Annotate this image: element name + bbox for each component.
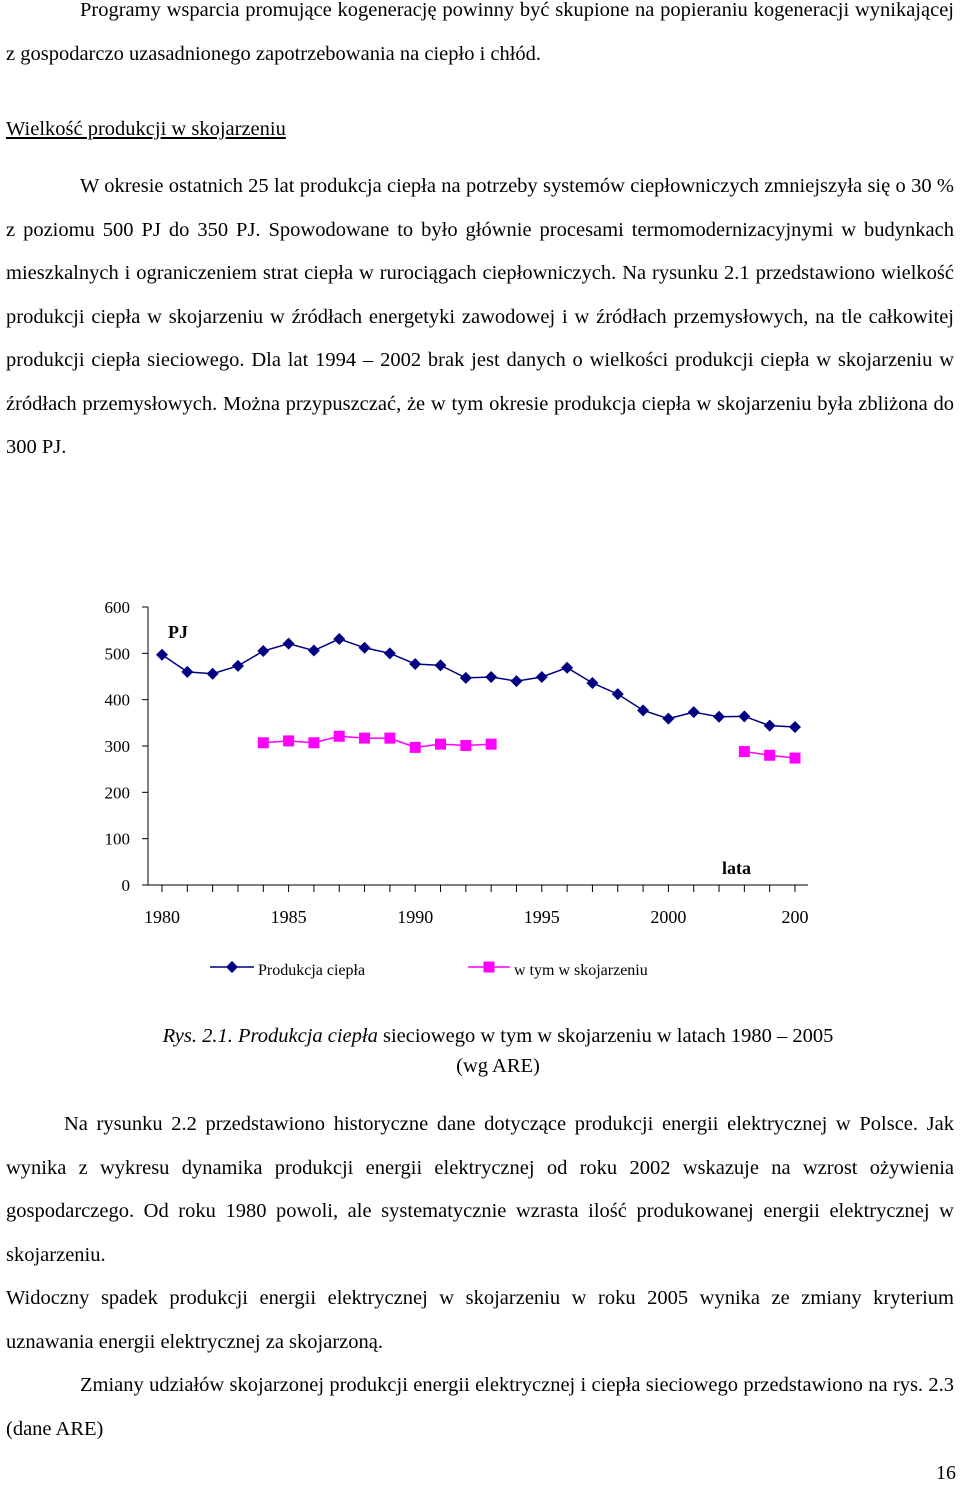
data-point-total xyxy=(181,666,193,678)
data-point-cogeneration xyxy=(258,737,269,748)
data-point-cogeneration xyxy=(334,731,345,742)
shares-paragraph: Zmiany udziałów skojarzonej produkcji energii elektrycznej i ciepła sieciowego przedstawiono na rys. 2.3 (dane ARE) xyxy=(6,1374,954,1440)
data-point-total xyxy=(435,659,447,671)
data-point-total xyxy=(156,649,168,661)
data-point-total xyxy=(612,688,624,700)
data-point-total xyxy=(764,720,776,732)
data-point-cogeneration xyxy=(739,746,750,757)
x-tick-label: 1980 xyxy=(144,907,180,927)
y-tick-label: 500 xyxy=(104,644,130,664)
x-tick-label: 200 xyxy=(781,907,809,927)
data-point-cogeneration xyxy=(486,739,497,750)
data-point-cogeneration xyxy=(410,742,421,753)
data-point-cogeneration xyxy=(384,733,395,744)
electricity-paragraph: Na rysunku 2.2 przedstawiono historyczne dane dotyczące produkcji energii elektrycznej w Polsce. Jak wynika z wykresu dynamika produkcji energii elektrycznej od roku 2002 wskazuje na wzrost ożywienia gospodarczego. Od roku 1980 powoli, ale systematycznie wzrasta ilość produkowanej energii elektrycznej w skojarzeniu. xyxy=(6,1113,954,1266)
data-point-cogeneration xyxy=(308,737,319,748)
data-point-total xyxy=(738,710,750,722)
data-point-total xyxy=(536,671,548,683)
data-point-total xyxy=(713,711,725,723)
data-point-total xyxy=(359,642,371,654)
x-tick-label: 1985 xyxy=(270,907,307,927)
data-point-total xyxy=(586,677,598,689)
y-axis-title: PJ xyxy=(168,622,188,642)
y-tick-label: 100 xyxy=(104,829,130,849)
x-tick-label: 1995 xyxy=(523,907,560,927)
data-point-cogeneration xyxy=(460,740,471,751)
data-point-cogeneration xyxy=(764,750,775,761)
y-tick-label: 200 xyxy=(104,783,130,803)
x-tick-label: 1990 xyxy=(397,907,434,927)
x-axis-title: lata xyxy=(722,858,751,878)
x-tick-label: 2000 xyxy=(650,907,687,927)
legend-marker-total xyxy=(226,961,238,973)
legend-marker-cogeneration xyxy=(484,962,495,973)
data-point-total xyxy=(232,660,244,672)
data-point-total xyxy=(688,706,700,718)
y-tick-label: 400 xyxy=(104,690,130,710)
y-tick-label: 0 xyxy=(121,876,130,895)
data-point-total xyxy=(283,638,295,650)
data-point-total xyxy=(789,721,801,733)
data-point-cogeneration xyxy=(435,739,446,750)
data-point-total xyxy=(662,713,674,725)
caption-italic: Rys. 2.1. Produkcja ciepła xyxy=(162,1025,378,1047)
data-point-total xyxy=(257,645,269,657)
y-tick-label: 600 xyxy=(104,598,130,617)
intro-paragraph: Programy wsparcia promujące kogenerację powinny być skupione na popieraniu kogeneracji wynikającej z gospodarczo uzasadnionego zapotrzebowania na ciepło i chłód. xyxy=(6,0,954,65)
data-point-total xyxy=(207,668,219,680)
chart-svg xyxy=(0,585,960,995)
data-point-total xyxy=(485,671,497,683)
series-line-total xyxy=(162,639,795,727)
y-tick-label: 300 xyxy=(104,737,130,756)
caption-source: (wg ARE) xyxy=(456,1055,540,1077)
data-point-total xyxy=(308,645,320,657)
legend-label-cogeneration: w tym w skojarzeniu xyxy=(514,962,648,979)
heat-production-chart xyxy=(0,585,960,995)
data-point-total xyxy=(561,662,573,674)
caption-rest: sieciowego w tym w skojarzeniu w latach 1980 – 2005 xyxy=(377,1025,834,1047)
heat-production-paragraph: W okresie ostatnich 25 lat produkcja ciepła na potrzeby systemów ciepłowniczych zmniejszyła się o 30 % z poziomu 500 PJ do 350 PJ. Spowodowane to było głównie procesami termomodernizacyjnymi w budynkach mieszkalnych i ograniczeniem strat ciepła w rurociągach ciepłowniczych. Na rysunku 2.1 przedstawiono wielkość produkcji ciepła w skojarzeniu w źródłach energetyki zawodowej i w źródłach przemysłowych, na tle całkowitej produkcji ciepła sieciowego. Dla lat 1994 – 2002 brak jest danych o wielkości produkcji ciepła w skojarzeniu w źródłach przemysłowych. Można przypuszczać, że w tym okresie produkcja ciepła w skojarzeniu była zbliżona do 300 PJ. xyxy=(6,175,954,458)
data-point-cogeneration xyxy=(359,733,370,744)
page-number: 16 xyxy=(936,1462,956,1484)
data-point-total xyxy=(637,704,649,716)
data-point-cogeneration xyxy=(790,753,801,764)
data-point-cogeneration xyxy=(283,735,294,746)
data-point-total xyxy=(510,675,522,687)
data-point-total xyxy=(384,647,396,659)
data-point-total xyxy=(333,633,345,645)
data-point-total xyxy=(460,672,472,684)
section-heading: Wielkość produkcji w skojarzeniu xyxy=(6,118,286,140)
data-point-total xyxy=(409,658,421,670)
figure-caption xyxy=(84,1021,912,1081)
decline-paragraph: Widoczny spadek produkcji energii elektrycznej w skojarzeniu w roku 2005 wynika ze zmiany kryterium uznawania energii elektrycznej za skojarzoną. xyxy=(6,1287,954,1353)
legend-label-total: Produkcja ciepła xyxy=(258,962,366,979)
